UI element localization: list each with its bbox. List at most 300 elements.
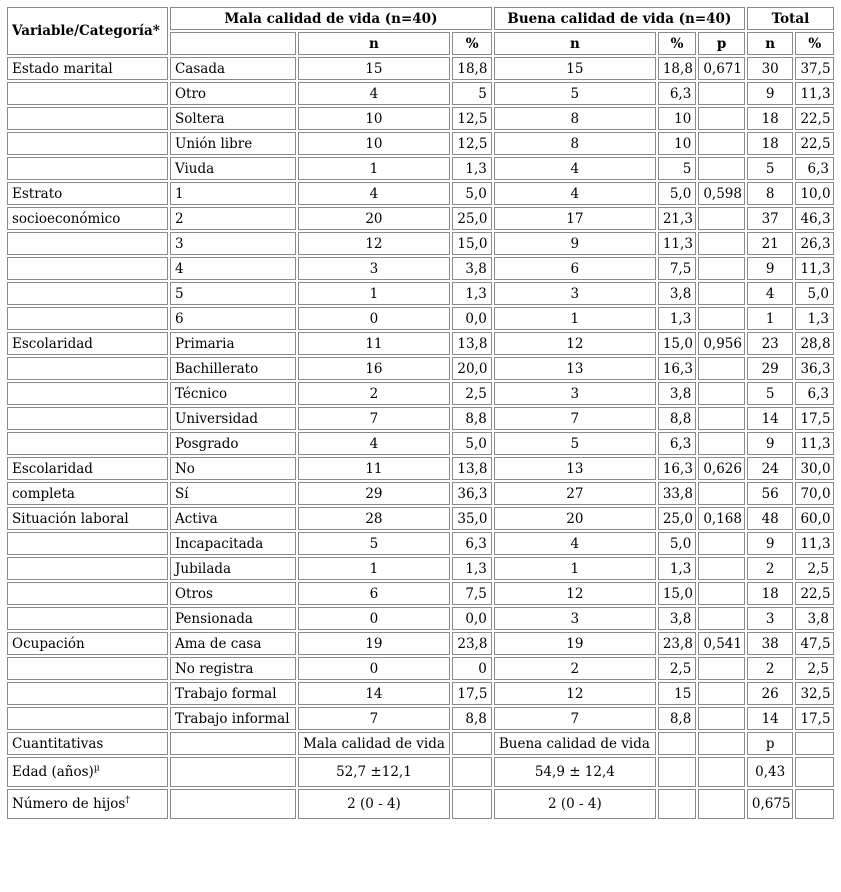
cell-mala-pct: 12,5	[452, 132, 491, 155]
cell-mala-pct: 2,5	[452, 382, 491, 405]
cell-mala-n: 6	[298, 582, 451, 605]
cell-categoria: 4	[170, 257, 296, 280]
cell-total-pct: 1,3	[795, 307, 834, 330]
cell-total-pct: 47,5	[795, 632, 834, 655]
cell-total-pct: 11,3	[795, 257, 834, 280]
table-row	[7, 657, 834, 680]
cell-mala-pct: 1,3	[452, 282, 491, 305]
cell-categoria: Bachillerato	[170, 357, 296, 380]
cell-mala-n: 19	[298, 632, 451, 655]
hijos-p: 0,675	[747, 789, 794, 819]
cell-total-pct: 11,3	[795, 432, 834, 455]
cell-mala-n: 11	[298, 457, 451, 480]
cell-buena-pct: 16,3	[658, 357, 696, 380]
hijos-mala: 2 (0 - 4)	[298, 789, 451, 819]
cell-total-n: 24	[747, 457, 794, 480]
table-row	[7, 357, 834, 380]
cell-p-value	[698, 657, 745, 680]
header-total-pct: %	[795, 32, 834, 55]
edad-label: Edad (años)	[12, 764, 94, 780]
cell-mala-pct: 12,5	[452, 107, 491, 130]
cell-total-n: 2	[747, 557, 794, 580]
cell-total-n: 1	[747, 307, 794, 330]
cell-buena-n: 12	[494, 582, 656, 605]
quant-empty-cell	[795, 732, 834, 755]
cell-categoria: Trabajo informal	[170, 707, 296, 730]
cell-mala-pct: 0,0	[452, 307, 491, 330]
cell-buena-n: 3	[494, 607, 656, 630]
cell-total-n: 56	[747, 482, 794, 505]
quant-row-edad	[7, 757, 834, 787]
cell-p-value	[698, 157, 745, 180]
cell-variable	[7, 432, 168, 455]
cell-p-value	[698, 682, 745, 705]
cell-mala-pct: 13,8	[452, 332, 491, 355]
table-row	[7, 182, 834, 205]
cell-buena-pct: 16,3	[658, 457, 696, 480]
cell-total-n: 8	[747, 182, 794, 205]
cell-buena-n: 4	[494, 532, 656, 555]
cell-variable: Escolaridad	[7, 332, 168, 355]
cell-total-n: 4	[747, 282, 794, 305]
header-buena-n: n	[494, 32, 656, 55]
cell-buena-pct: 11,3	[658, 232, 696, 255]
cell-categoria: Unión libre	[170, 132, 296, 155]
cell-total-pct: 28,8	[795, 332, 834, 355]
cell-mala-n: 20	[298, 207, 451, 230]
table-row	[7, 307, 834, 330]
cell-p-value	[698, 582, 745, 605]
cell-total-pct: 11,3	[795, 82, 834, 105]
cell-mala-pct: 15,0	[452, 232, 491, 255]
header-row-1	[7, 7, 834, 30]
quant-empty-cell	[452, 732, 491, 755]
cell-total-n: 9	[747, 82, 794, 105]
cell-p-value: 0,168	[698, 507, 745, 530]
cell-total-n: 5	[747, 382, 794, 405]
cell-buena-n: 8	[494, 107, 656, 130]
table-row	[7, 557, 834, 580]
cell-buena-pct: 23,8	[658, 632, 696, 655]
quant-empty-cell	[170, 789, 296, 819]
cell-categoria: No registra	[170, 657, 296, 680]
table-row	[7, 432, 834, 455]
cell-p-value: 0,956	[698, 332, 745, 355]
cell-p-value: 0,541	[698, 632, 745, 655]
cell-buena-pct: 18,8	[658, 57, 696, 80]
cell-mala-n: 12	[298, 232, 451, 255]
cell-total-n: 18	[747, 582, 794, 605]
cell-mala-pct: 6,3	[452, 532, 491, 555]
quant-empty-cell	[170, 757, 296, 787]
cell-mala-pct: 1,3	[452, 157, 491, 180]
cell-mala-pct: 17,5	[452, 682, 491, 705]
cell-buena-pct: 3,8	[658, 607, 696, 630]
cell-mala-n: 1	[298, 557, 451, 580]
cell-buena-n: 8	[494, 132, 656, 155]
cell-variable	[7, 357, 168, 380]
cell-p-value	[698, 132, 745, 155]
cell-buena-pct: 6,3	[658, 432, 696, 455]
cell-p-value: 0,626	[698, 457, 745, 480]
cell-mala-pct: 18,8	[452, 57, 491, 80]
cell-buena-pct: 5	[658, 157, 696, 180]
cell-total-pct: 26,3	[795, 232, 834, 255]
cell-buena-n: 9	[494, 232, 656, 255]
cell-variable	[7, 82, 168, 105]
edad-p: 0,43	[747, 757, 794, 787]
table-row	[7, 632, 834, 655]
cell-buena-n: 7	[494, 407, 656, 430]
table-row	[7, 232, 834, 255]
cell-p-value	[698, 607, 745, 630]
cell-variable	[7, 232, 168, 255]
cell-variable	[7, 257, 168, 280]
edad-footnote-mark: µ	[93, 763, 100, 774]
cell-total-n: 48	[747, 507, 794, 530]
cell-buena-pct: 10	[658, 132, 696, 155]
header-group-total: Total	[747, 7, 834, 30]
cell-categoria: Sí	[170, 482, 296, 505]
cell-mala-n: 4	[298, 82, 451, 105]
cell-mala-pct: 0,0	[452, 607, 491, 630]
cell-mala-pct: 8,8	[452, 707, 491, 730]
cell-p-value	[698, 557, 745, 580]
cell-buena-pct: 15	[658, 682, 696, 705]
cell-mala-pct: 1,3	[452, 557, 491, 580]
cell-buena-n: 19	[494, 632, 656, 655]
cell-buena-n: 5	[494, 432, 656, 455]
quant-empty-cell	[452, 789, 491, 819]
cell-mala-pct: 8,8	[452, 407, 491, 430]
cell-variable	[7, 582, 168, 605]
quant-empty-cell	[658, 732, 696, 755]
cell-total-pct: 17,5	[795, 407, 834, 430]
cell-total-pct: 60,0	[795, 507, 834, 530]
cell-buena-pct: 7,5	[658, 257, 696, 280]
cell-mala-n: 15	[298, 57, 451, 80]
cell-buena-n: 1	[494, 307, 656, 330]
cell-mala-pct: 13,8	[452, 457, 491, 480]
cell-mala-pct: 7,5	[452, 582, 491, 605]
cell-total-pct: 17,5	[795, 707, 834, 730]
table-row	[7, 82, 834, 105]
cell-p-value	[698, 707, 745, 730]
cell-buena-n: 13	[494, 457, 656, 480]
cell-categoria: Soltera	[170, 107, 296, 130]
cell-buena-n: 3	[494, 382, 656, 405]
cell-categoria: Técnico	[170, 382, 296, 405]
cell-variable	[7, 407, 168, 430]
cell-categoria: Jubilada	[170, 557, 296, 580]
cell-total-pct: 22,5	[795, 107, 834, 130]
header-total-n: n	[747, 32, 794, 55]
cell-p-value: 0,671	[698, 57, 745, 80]
cell-variable: Ocupación	[7, 632, 168, 655]
cell-buena-pct: 5,0	[658, 532, 696, 555]
quant-buena-header: Buena calidad de vida	[494, 732, 656, 755]
table-row	[7, 382, 834, 405]
cell-buena-pct: 3,8	[658, 382, 696, 405]
cell-p-value	[698, 482, 745, 505]
quant-empty-cell	[658, 757, 696, 787]
cell-mala-n: 5	[298, 532, 451, 555]
cell-mala-pct: 3,8	[452, 257, 491, 280]
table-row	[7, 257, 834, 280]
cell-total-pct: 11,3	[795, 532, 834, 555]
cell-buena-pct: 1,3	[658, 307, 696, 330]
cell-total-pct: 37,5	[795, 57, 834, 80]
cell-p-value	[698, 357, 745, 380]
cell-variable: Estrato	[7, 182, 168, 205]
cell-total-pct: 2,5	[795, 557, 834, 580]
cell-mala-n: 28	[298, 507, 451, 530]
header-group-mala: Mala calidad de vida (n=40)	[170, 7, 492, 30]
edad-buena: 54,9 ± 12,4	[494, 757, 656, 787]
cell-buena-pct: 6,3	[658, 82, 696, 105]
cell-variable	[7, 132, 168, 155]
cell-p-value	[698, 532, 745, 555]
cell-mala-n: 2	[298, 382, 451, 405]
cell-mala-pct: 5	[452, 82, 491, 105]
hijos-label-cell	[7, 789, 168, 819]
table-row	[7, 207, 834, 230]
hijos-footnote-mark: †	[125, 795, 130, 806]
cell-variable	[7, 532, 168, 555]
quant-empty-cell	[452, 757, 491, 787]
cell-buena-n: 6	[494, 257, 656, 280]
cell-total-n: 23	[747, 332, 794, 355]
cell-total-pct: 3,8	[795, 607, 834, 630]
cell-mala-n: 7	[298, 407, 451, 430]
header-empty-cell	[170, 32, 296, 55]
cell-total-pct: 6,3	[795, 382, 834, 405]
cell-variable	[7, 307, 168, 330]
table-row	[7, 332, 834, 355]
cell-p-value	[698, 407, 745, 430]
cell-mala-n: 4	[298, 182, 451, 205]
cell-mala-n: 7	[298, 707, 451, 730]
table-row	[7, 582, 834, 605]
cell-mala-n: 11	[298, 332, 451, 355]
cell-total-pct: 5,0	[795, 282, 834, 305]
quant-empty-cell	[795, 789, 834, 819]
cell-buena-n: 5	[494, 82, 656, 105]
cell-buena-pct: 1,3	[658, 557, 696, 580]
table-row	[7, 132, 834, 155]
cell-total-n: 18	[747, 132, 794, 155]
cell-total-n: 3	[747, 607, 794, 630]
cell-mala-n: 4	[298, 432, 451, 455]
cell-mala-pct: 23,8	[452, 632, 491, 655]
cell-mala-n: 0	[298, 607, 451, 630]
header-group-buena: Buena calidad de vida (n=40)	[494, 7, 745, 30]
table-row	[7, 457, 834, 480]
cell-buena-pct: 10	[658, 107, 696, 130]
cell-categoria: 1	[170, 182, 296, 205]
cell-total-pct: 22,5	[795, 132, 834, 155]
header-mala-n: n	[298, 32, 451, 55]
cell-total-pct: 30,0	[795, 457, 834, 480]
cell-total-n: 14	[747, 407, 794, 430]
cell-total-pct: 22,5	[795, 582, 834, 605]
cell-total-pct: 10,0	[795, 182, 834, 205]
cell-p-value	[698, 257, 745, 280]
quant-p-header: p	[747, 732, 794, 755]
cell-mala-n: 29	[298, 482, 451, 505]
cell-buena-n: 2	[494, 657, 656, 680]
cell-variable: completa	[7, 482, 168, 505]
cell-p-value	[698, 432, 745, 455]
quant-empty-cell	[170, 732, 296, 755]
cell-buena-pct: 15,0	[658, 332, 696, 355]
header-buena-p: p	[698, 32, 745, 55]
cell-categoria: Primaria	[170, 332, 296, 355]
cell-p-value	[698, 282, 745, 305]
cell-total-pct: 6,3	[795, 157, 834, 180]
cell-variable: Estado marital	[7, 57, 168, 80]
table-row	[7, 607, 834, 630]
cell-total-pct: 36,3	[795, 357, 834, 380]
cell-buena-pct: 21,3	[658, 207, 696, 230]
cell-buena-n: 15	[494, 57, 656, 80]
cell-total-n: 37	[747, 207, 794, 230]
cell-variable: socioeconómico	[7, 207, 168, 230]
quant-empty-cell	[658, 789, 696, 819]
hijos-label: Número de hijos	[12, 796, 126, 812]
cell-buena-n: 12	[494, 332, 656, 355]
cell-buena-n: 27	[494, 482, 656, 505]
cell-categoria: Incapacitada	[170, 532, 296, 555]
edad-mala: 52,7 ±12,1	[298, 757, 451, 787]
header-buena-pct: %	[658, 32, 696, 55]
cell-variable: Escolaridad	[7, 457, 168, 480]
cell-total-pct: 46,3	[795, 207, 834, 230]
cell-variable	[7, 607, 168, 630]
cell-mala-n: 16	[298, 357, 451, 380]
cell-buena-n: 17	[494, 207, 656, 230]
table-row	[7, 507, 834, 530]
table-row	[7, 157, 834, 180]
quant-empty-cell	[698, 757, 745, 787]
cell-total-pct: 70,0	[795, 482, 834, 505]
cell-variable	[7, 157, 168, 180]
cell-p-value	[698, 82, 745, 105]
cell-buena-pct: 2,5	[658, 657, 696, 680]
quant-empty-cell	[795, 757, 834, 787]
cell-total-n: 30	[747, 57, 794, 80]
cell-mala-pct: 25,0	[452, 207, 491, 230]
cell-p-value	[698, 107, 745, 130]
cell-mala-pct: 0	[452, 657, 491, 680]
cell-categoria: Pensionada	[170, 607, 296, 630]
cell-total-pct: 2,5	[795, 657, 834, 680]
quant-mala-header: Mala calidad de vida	[298, 732, 451, 755]
cell-mala-n: 10	[298, 132, 451, 155]
cell-mala-n: 0	[298, 307, 451, 330]
table-row	[7, 282, 834, 305]
cell-p-value	[698, 382, 745, 405]
cell-p-value	[698, 232, 745, 255]
table-row	[7, 407, 834, 430]
cell-p-value: 0,598	[698, 182, 745, 205]
quant-row-hijos	[7, 789, 834, 819]
cell-buena-n: 20	[494, 507, 656, 530]
cell-total-n: 9	[747, 432, 794, 455]
cell-variable	[7, 557, 168, 580]
table-row	[7, 57, 834, 80]
cell-p-value	[698, 307, 745, 330]
cell-mala-pct: 36,3	[452, 482, 491, 505]
cell-buena-pct: 25,0	[658, 507, 696, 530]
cell-categoria: Otros	[170, 582, 296, 605]
cell-categoria: 3	[170, 232, 296, 255]
cell-variable	[7, 107, 168, 130]
cell-variable	[7, 282, 168, 305]
cell-buena-pct: 5,0	[658, 182, 696, 205]
cell-total-n: 9	[747, 257, 794, 280]
cell-mala-n: 10	[298, 107, 451, 130]
cell-mala-pct: 35,0	[452, 507, 491, 530]
cell-buena-n: 4	[494, 157, 656, 180]
cell-categoria: Universidad	[170, 407, 296, 430]
table-row	[7, 707, 834, 730]
cell-mala-n: 1	[298, 282, 451, 305]
cell-categoria: Otro	[170, 82, 296, 105]
cell-buena-n: 4	[494, 182, 656, 205]
cell-total-n: 9	[747, 532, 794, 555]
cell-variable	[7, 657, 168, 680]
cell-variable: Situación laboral	[7, 507, 168, 530]
cell-variable	[7, 707, 168, 730]
cell-mala-pct: 5,0	[452, 432, 491, 455]
cell-total-n: 5	[747, 157, 794, 180]
table-row	[7, 482, 834, 505]
quant-header-row	[7, 732, 834, 755]
cell-p-value	[698, 207, 745, 230]
table-row	[7, 532, 834, 555]
hijos-buena: 2 (0 - 4)	[494, 789, 656, 819]
quant-empty-cell	[698, 732, 745, 755]
cell-variable	[7, 382, 168, 405]
cell-buena-n: 3	[494, 282, 656, 305]
results-table	[5, 5, 836, 821]
header-mala-pct: %	[452, 32, 491, 55]
cell-mala-n: 0	[298, 657, 451, 680]
cell-categoria: No	[170, 457, 296, 480]
edad-label-cell	[7, 757, 168, 787]
cell-buena-n: 7	[494, 707, 656, 730]
cell-buena-n: 12	[494, 682, 656, 705]
cell-total-n: 26	[747, 682, 794, 705]
cell-total-n: 29	[747, 357, 794, 380]
cell-mala-n: 14	[298, 682, 451, 705]
cell-buena-n: 13	[494, 357, 656, 380]
cell-mala-pct: 20,0	[452, 357, 491, 380]
cell-buena-pct: 3,8	[658, 282, 696, 305]
cell-buena-pct: 8,8	[658, 407, 696, 430]
cell-categoria: 5	[170, 282, 296, 305]
quant-empty-cell	[698, 789, 745, 819]
cell-total-pct: 32,5	[795, 682, 834, 705]
table-row	[7, 682, 834, 705]
cell-total-n: 38	[747, 632, 794, 655]
cell-total-n: 14	[747, 707, 794, 730]
cell-categoria: 6	[170, 307, 296, 330]
cell-categoria: Ama de casa	[170, 632, 296, 655]
header-variable-category: Variable/Categoría*	[7, 7, 168, 55]
cell-mala-pct: 5,0	[452, 182, 491, 205]
